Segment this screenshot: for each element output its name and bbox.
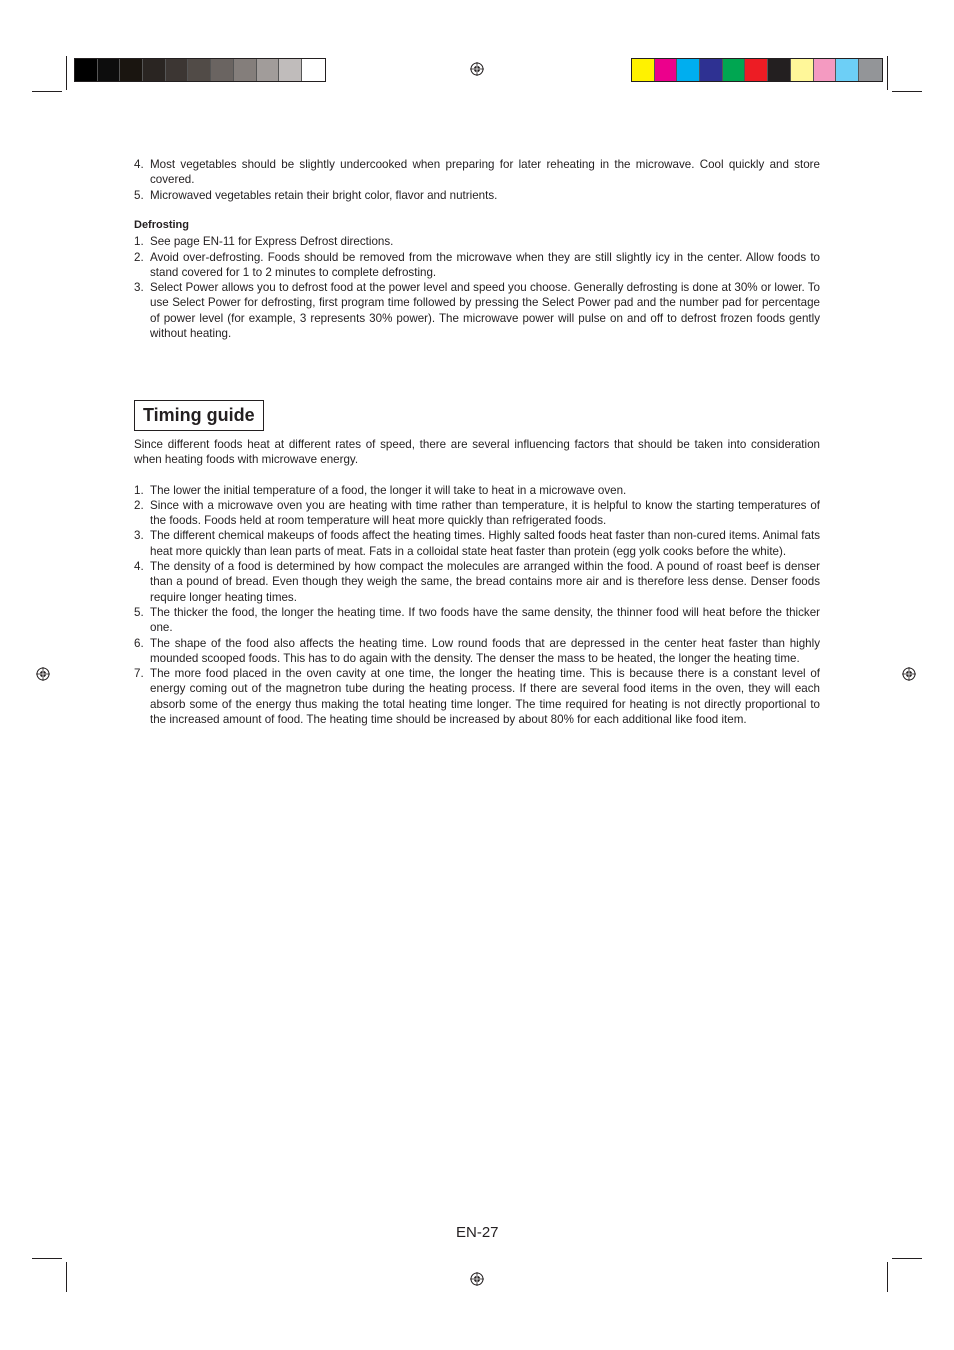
grayscale-calibration-bar bbox=[74, 58, 326, 82]
timing-guide-intro: Since different foods heat at different rates of speed, there are several influencing factors that should be taken into consideration when heating foods with microwave energy. bbox=[134, 438, 820, 467]
crop-mark bbox=[66, 56, 67, 90]
color-swatch bbox=[234, 59, 257, 81]
registration-mark-icon bbox=[902, 667, 916, 681]
color-swatch bbox=[632, 59, 655, 81]
color-swatch bbox=[188, 59, 211, 81]
defrosting-section bbox=[134, 218, 820, 341]
list-item: 5. The thicker the food, the longer the heating time. If two foods have the same density, the thinner food will heat before the thicker one. bbox=[134, 605, 820, 635]
page-number: EN-27 bbox=[456, 1224, 499, 1241]
list-item: 1. See page EN-11 for Express Defrost directions. bbox=[134, 235, 394, 249]
vegetables-list-continued bbox=[134, 157, 820, 203]
list-item: 4. Most vegetables should be slightly undercooked when preparing for later reheating in the microwave. Cool quickly and store covered. bbox=[134, 158, 820, 187]
color-swatch bbox=[120, 59, 143, 81]
color-swatch bbox=[677, 59, 700, 81]
list-item: 3. The different chemical makeups of foods affect the heating times. Highly salted foods heat faster than non-cured items. Animal fats heat more quickly than lean parts of meat. Fats in a colloidal state heat faster than protein (egg yolk cooks before the white). bbox=[134, 529, 820, 558]
timing-guide-section bbox=[134, 400, 820, 727]
list-item: 1. The lower the initial temperature of a food, the longer it will take to heat in a microwave oven. bbox=[134, 483, 627, 497]
color-swatch bbox=[745, 59, 768, 81]
crop-mark bbox=[887, 56, 888, 90]
color-swatch bbox=[302, 59, 325, 81]
registration-mark-icon bbox=[470, 1272, 484, 1286]
color-swatch bbox=[211, 59, 234, 81]
color-swatch bbox=[836, 59, 859, 81]
color-swatch bbox=[257, 59, 280, 81]
color-swatch bbox=[166, 59, 189, 81]
color-swatch bbox=[75, 59, 98, 81]
color-swatch bbox=[700, 59, 723, 81]
color-swatch bbox=[814, 59, 837, 81]
crop-mark bbox=[66, 1262, 67, 1292]
list-item: 2. Avoid over-defrosting. Foods should be removed from the microwave when they are still slightly icy in the center. Allow foods to stand covered for 1 to 2 minutes to complete defrosting. bbox=[134, 250, 820, 279]
defrosting-heading: Defrosting bbox=[134, 219, 189, 231]
registration-mark-icon bbox=[470, 62, 484, 76]
color-swatch bbox=[791, 59, 814, 81]
crop-mark bbox=[892, 91, 922, 92]
crop-mark bbox=[32, 1258, 62, 1259]
color-calibration-bar bbox=[631, 58, 883, 82]
color-swatch bbox=[98, 59, 121, 81]
color-swatch bbox=[723, 59, 746, 81]
color-swatch bbox=[655, 59, 678, 81]
crop-mark bbox=[892, 1258, 922, 1259]
color-swatch bbox=[279, 59, 302, 81]
color-swatch bbox=[143, 59, 166, 81]
list-item: 7. The more food placed in the oven cavity at one time, the longer the heating time. This is because there is a constant level of energy coming out of the magnetron tube during the heating process. If there are several food items in the oven, they will each absorb some of the energy thus making the total heating time longer. The time required for heating is not directly proportional to the increased amount of food. The heating time should be increased by about 80% for each additional like food item. bbox=[134, 667, 820, 727]
crop-mark bbox=[887, 1262, 888, 1292]
registration-mark-icon bbox=[36, 667, 50, 681]
crop-mark bbox=[32, 91, 62, 92]
list-item: 3. Select Power allows you to defrost food at the power level and speed you choose. Generally defrosting is done at 30% or lower. To use Select Power for defrosting, first program time followed by pressing the Select Power pad and the number pad for percentage of power level (for example, 3 represents 30% power). The microwave power will pulse on and off to defrost frozen foods gently without heating. bbox=[134, 281, 820, 341]
list-item: 4. The density of a food is determined by how compact the molecules are arranged within the food. A pound of roast beef is denser than a pound of bread. Even though they weigh the same, the bread contains more air and is therefore less dense. Denser foods require longer heating times. bbox=[134, 560, 820, 604]
list-item: 5. Microwaved vegetables retain their bright color, flavor and nutrients. bbox=[134, 188, 498, 202]
section-title: Timing guide bbox=[134, 400, 264, 431]
color-swatch bbox=[859, 59, 882, 81]
list-item: 6. The shape of the food also affects the heating time. Low round foods that are depressed in the center heat faster than highly mounded scooped foods. This has to do again with the density. The denser the mass to be heated, the longer the heating time. bbox=[134, 636, 820, 665]
color-swatch bbox=[768, 59, 791, 81]
list-item: 2. Since with a microwave oven you are heating with time rather than temperature, it is helpful to know the starting temperatures of the foods. Foods held at room temperature will heat more quickly than refrigerated foods. bbox=[134, 498, 820, 528]
